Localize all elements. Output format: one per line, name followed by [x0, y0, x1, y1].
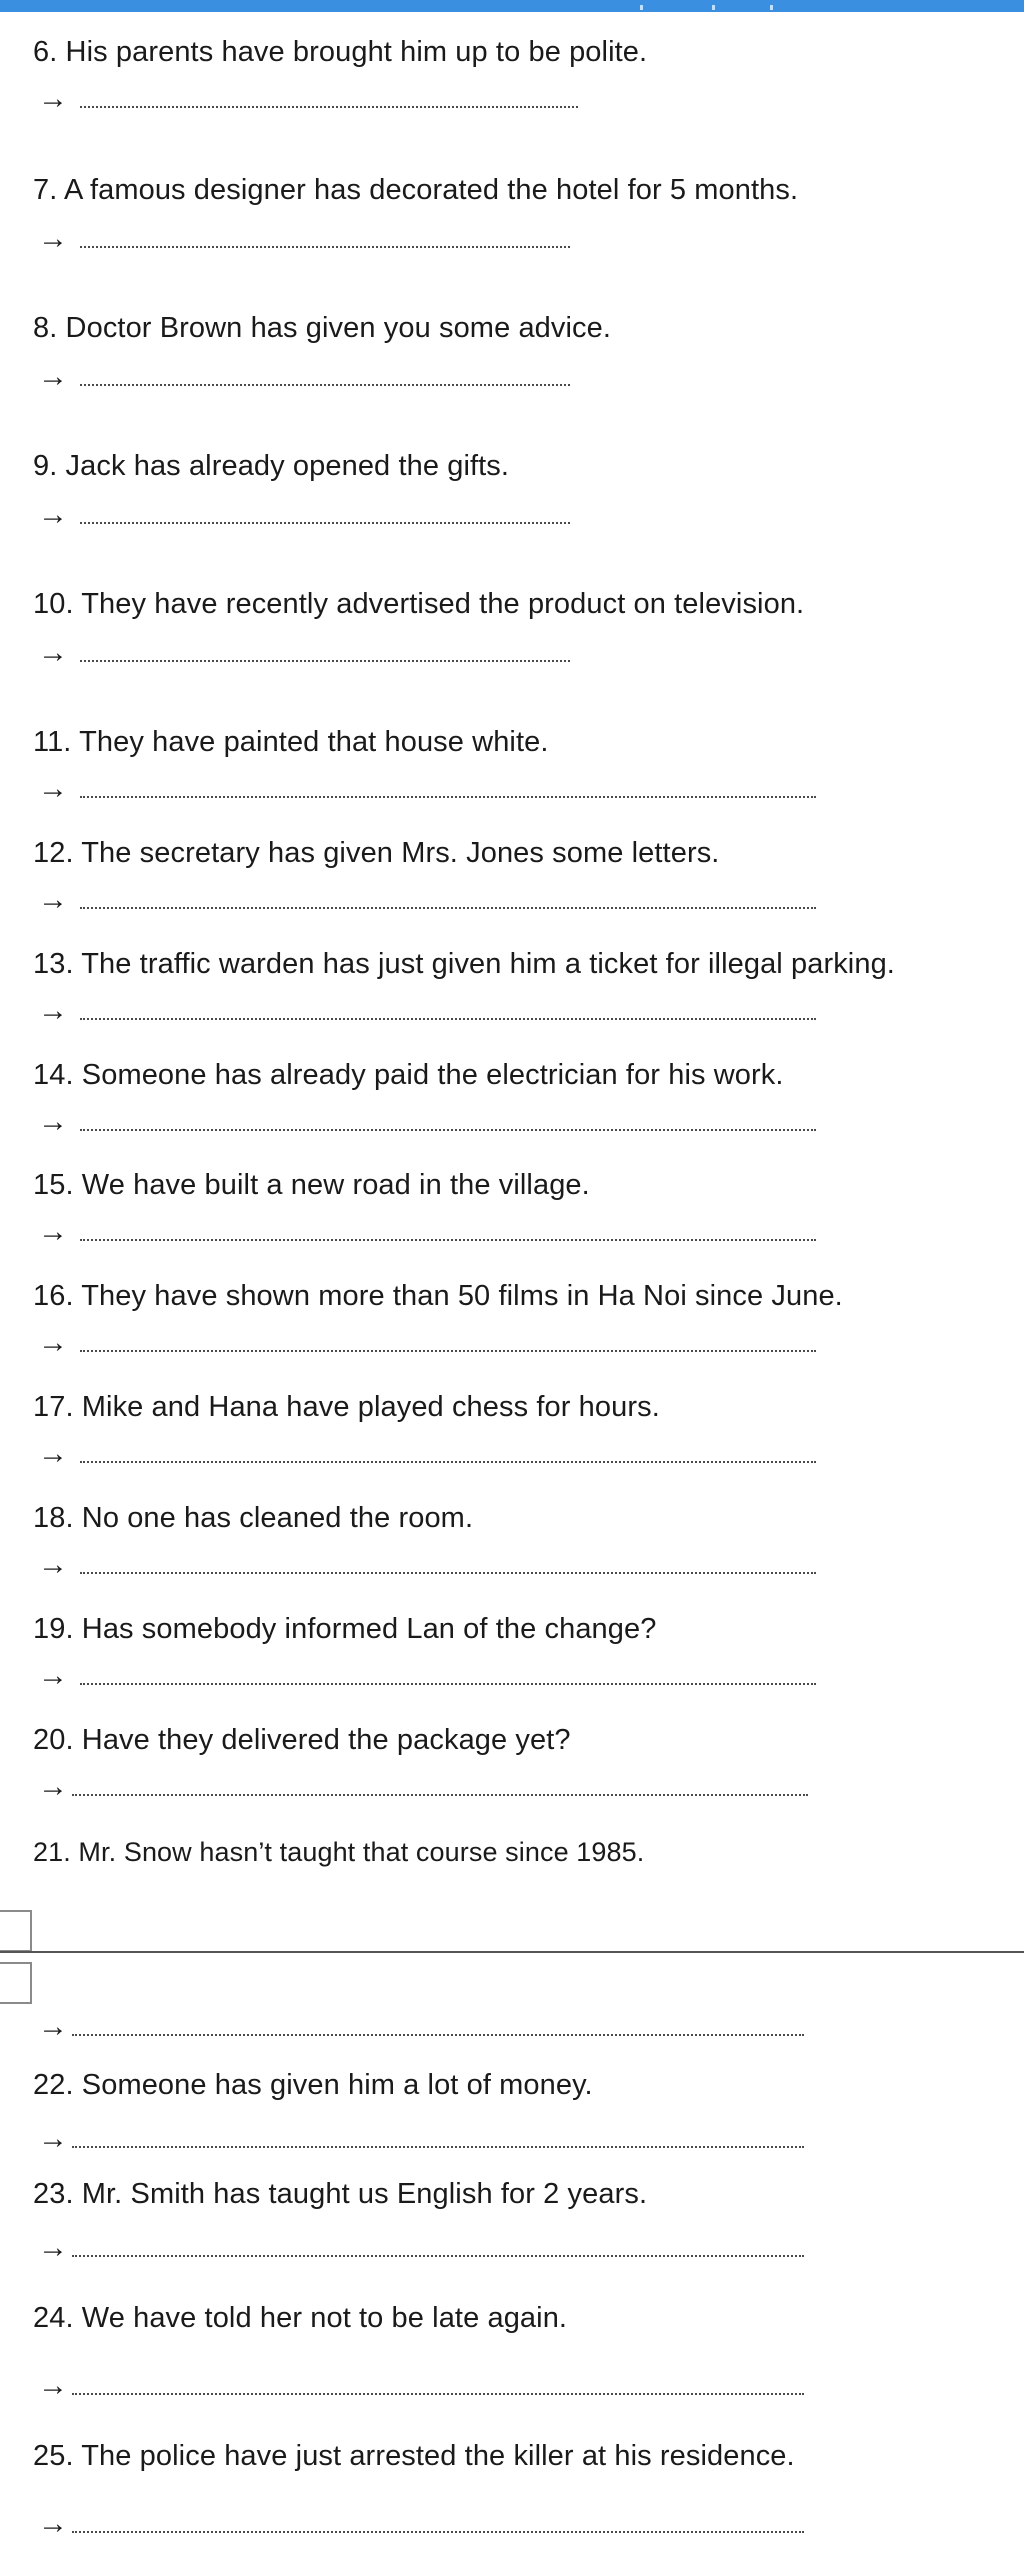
arrow-icon: → [38, 2122, 68, 2155]
arrow-icon: → [38, 498, 68, 531]
dotted-answer-blank[interactable] [80, 1461, 816, 1463]
page-break-margin-bottom [0, 1962, 32, 2004]
arrow-icon: → [38, 883, 68, 916]
dotted-answer-blank[interactable] [72, 2146, 804, 2148]
dotted-answer-blank[interactable] [80, 246, 570, 248]
dotted-answer-blank[interactable] [80, 1572, 816, 1574]
question-text: 13. The traffic warden has just given him a ticket for illegal parking. [33, 948, 895, 980]
question-text: 25. The police have just arrested the killer at his residence. [33, 2440, 795, 2472]
dotted-answer-blank[interactable] [80, 1129, 816, 1131]
arrow-icon: → [38, 360, 68, 393]
top-accent-bar [0, 0, 1024, 12]
dotted-answer-blank[interactable] [80, 384, 570, 386]
arrow-icon: → [38, 1105, 68, 1138]
question-text: 15. We have built a new road in the village. [33, 1169, 590, 1201]
question-text: 21. Mr. Snow hasn’t taught that course since 1985. [33, 1837, 645, 1867]
dotted-answer-blank[interactable] [72, 2393, 804, 2395]
arrow-icon: → [38, 2010, 68, 2043]
dotted-answer-blank[interactable] [80, 1683, 816, 1685]
dotted-answer-blank[interactable] [72, 1794, 808, 1796]
arrow-icon: → [38, 2507, 68, 2540]
page-break-margin-top [0, 1910, 32, 1952]
question-text: 22. Someone has given him a lot of money. [33, 2069, 593, 2101]
dotted-answer-blank[interactable] [80, 660, 570, 662]
question-text: 17. Mike and Hana have played chess for hours. [33, 1391, 660, 1423]
question-text: 20. Have they delivered the package yet? [33, 1724, 571, 1756]
dotted-answer-blank[interactable] [80, 522, 570, 524]
question-text: 8. Doctor Brown has given you some advice. [33, 312, 612, 344]
question-text: 16. They have shown more than 50 films in Ha Noi since June. [33, 1280, 843, 1312]
dotted-answer-blank[interactable] [80, 796, 816, 798]
question-text: 7. A famous designer has decorated the hotel for 5 months. [33, 174, 799, 206]
dotted-answer-blank[interactable] [72, 2531, 804, 2533]
question-text: 9. Jack has already opened the gifts. [33, 450, 510, 482]
question-text: 23. Mr. Smith has taught us English for 2 years. [33, 2178, 648, 2210]
dotted-answer-blank[interactable] [80, 907, 816, 909]
arrow-icon: → [38, 994, 68, 1027]
arrow-icon: → [38, 1437, 68, 1470]
arrow-icon: → [38, 1659, 68, 1692]
arrow-icon: → [38, 1326, 68, 1359]
question-text: 10. They have recently advertised the product on television. [33, 588, 805, 620]
arrow-icon: → [38, 82, 68, 115]
question-text: 6. His parents have brought him up to be polite. [33, 36, 648, 68]
dotted-answer-blank[interactable] [80, 1018, 816, 1020]
question-text: 24. We have told her not to be late again. [33, 2302, 568, 2334]
bar-tick [712, 5, 715, 10]
arrow-icon: → [38, 2369, 68, 2402]
arrow-icon: → [38, 222, 68, 255]
dotted-answer-blank[interactable] [80, 106, 578, 108]
question-text: 19. Has somebody informed Lan of the change? [33, 1613, 657, 1645]
page-break-line [0, 1951, 1024, 1953]
question-text: 18. No one has cleaned the room. [33, 1502, 474, 1534]
arrow-icon: → [38, 636, 68, 669]
arrow-icon: → [38, 772, 68, 805]
dotted-answer-blank[interactable] [72, 2034, 804, 2036]
bar-tick [640, 5, 643, 10]
bar-tick [770, 5, 773, 10]
arrow-icon: → [38, 1770, 68, 1803]
arrow-icon: → [38, 1215, 68, 1248]
dotted-answer-blank[interactable] [80, 1350, 816, 1352]
question-text: 14. Someone has already paid the electrician for his work. [33, 1059, 784, 1091]
question-text: 12. The secretary has given Mrs. Jones some letters. [33, 837, 720, 869]
question-text: 11. They have painted that house white. [33, 726, 549, 758]
arrow-icon: → [38, 2231, 68, 2264]
dotted-answer-blank[interactable] [72, 2255, 804, 2257]
arrow-icon: → [38, 1548, 68, 1581]
dotted-answer-blank[interactable] [80, 1239, 816, 1241]
